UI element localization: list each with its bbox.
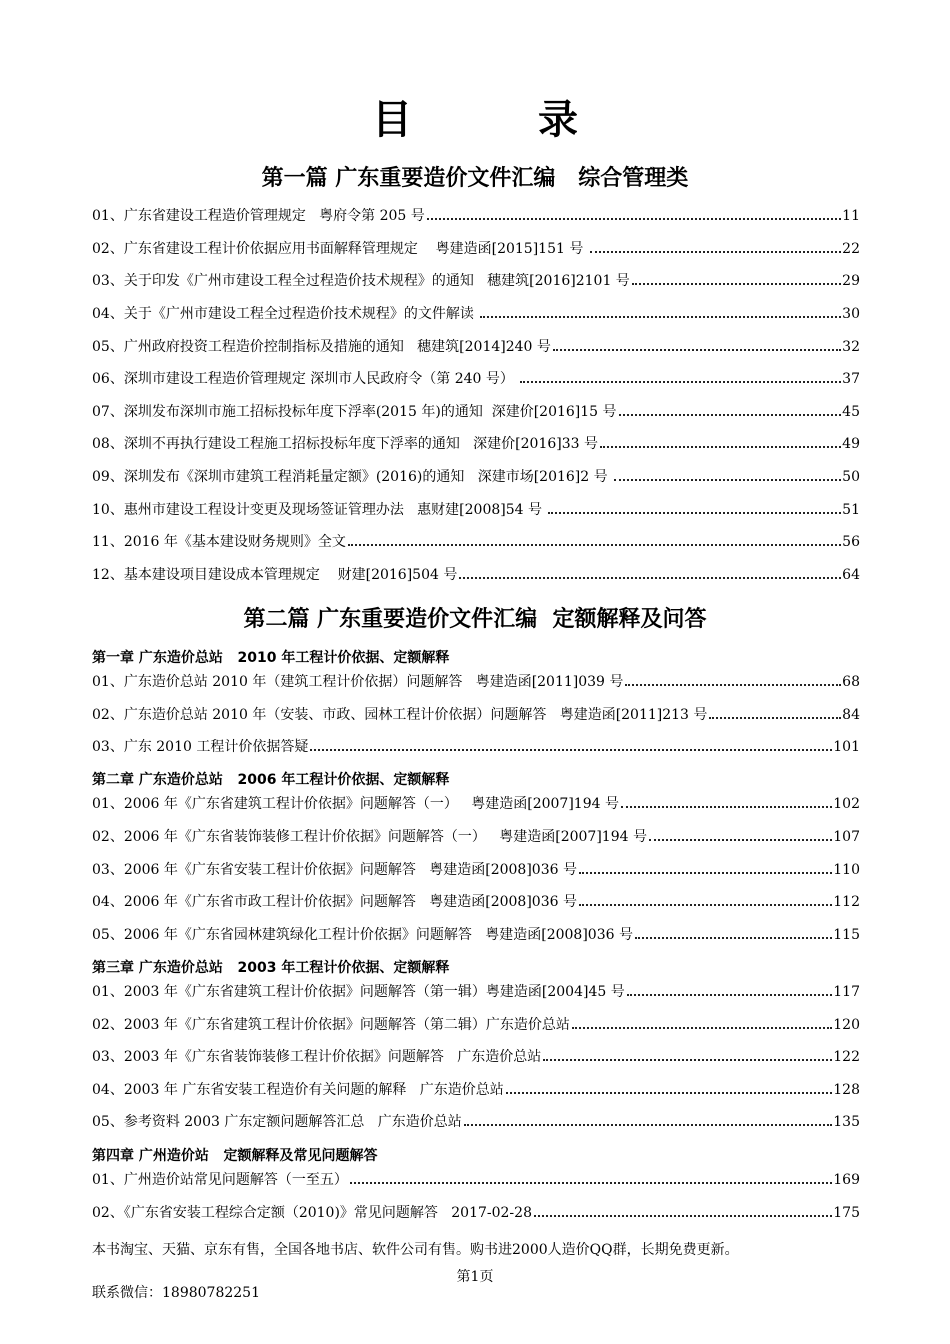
entry-page: 128 xyxy=(833,1082,860,1098)
page-number: 第1页 xyxy=(456,1269,494,1285)
chapter-4-heading: 第四章 广州造价站 定额解释及常见问题解答 xyxy=(92,1148,378,1164)
dot-leader xyxy=(614,479,841,481)
entry-title: 10、惠州市建设工程设计变更及现场签证管理办法 惠财建[2008]54 号 xyxy=(92,502,547,518)
entry-page: 22 xyxy=(842,241,860,257)
part-1-heading: 第一篇 广东重要造价文件汇编 综合管理类 xyxy=(261,166,689,191)
toc-entry[interactable] xyxy=(92,923,860,945)
toc-entry[interactable] xyxy=(92,1168,860,1190)
contact-wechat: 联系微信：18980782251 xyxy=(92,1285,260,1301)
entry-title: 01、广州造价站常见问题解答（一至五） xyxy=(92,1172,348,1188)
dot-leader xyxy=(464,1124,833,1126)
entry-title: 06、深圳市建设工程造价管理规定 深圳市人民政府令（第 240 号） xyxy=(92,371,519,387)
entry-page: 112 xyxy=(833,894,860,910)
chapter-1-heading: 第一章 广东造价总站 2010 年工程计价依据、定额解释 xyxy=(92,650,450,666)
entry-page: 115 xyxy=(833,927,860,943)
entry-page: 68 xyxy=(842,674,860,690)
dot-leader xyxy=(350,1182,832,1184)
entry-title: 02、广东省建设工程计价依据应用书面解释管理规定 粤建造函[2015]151 号 xyxy=(92,241,588,257)
entry-title: 12、基本建设项目建设成本管理规定 财建[2016]504 号 xyxy=(92,567,458,583)
dot-leader xyxy=(553,349,841,351)
entry-title: 02、2006 年《广东省装饰装修工程计价依据》问题解答（一） 粤建造函[2007]194 号 xyxy=(92,829,647,845)
toc-entry[interactable] xyxy=(92,432,860,454)
toc-entry[interactable] xyxy=(92,530,860,552)
entry-page: 169 xyxy=(833,1172,860,1188)
dot-leader xyxy=(600,446,841,448)
entry-title: 01、2006 年《广东省建筑工程计价依据》问题解答（一） 粤建造函[2007]194 号 xyxy=(92,796,619,812)
toc-entry[interactable] xyxy=(92,825,860,847)
chapter-2-heading: 第二章 广东造价总站 2006 年工程计价依据、定额解释 xyxy=(92,772,450,788)
entry-page: 101 xyxy=(833,739,860,755)
entry-page: 135 xyxy=(833,1114,860,1130)
toc-entry[interactable] xyxy=(92,792,860,814)
entry-title: 04、关于《广州市建设工程全过程造价技术规程》的文件解读 xyxy=(92,306,479,322)
page-title: 目 录 xyxy=(372,97,634,143)
part-2-heading: 第二篇 广东重要造价文件汇编 定额解释及问答 xyxy=(243,607,707,632)
toc-entry[interactable] xyxy=(92,367,860,389)
dot-leader xyxy=(548,512,841,514)
entry-title: 02、2003 年《广东省建筑工程计价依据》问题解答（第二辑）广东造价总站 xyxy=(92,1017,570,1033)
entry-title: 03、广东 2010 工程计价依据答疑 xyxy=(92,739,309,755)
toc-entry[interactable] xyxy=(92,980,860,1002)
entry-page: 64 xyxy=(842,567,860,583)
entry-page: 107 xyxy=(833,829,860,845)
entry-page: 50 xyxy=(842,469,860,485)
dot-leader xyxy=(649,839,832,841)
toc-entry[interactable] xyxy=(92,465,860,487)
toc-entry[interactable] xyxy=(92,302,860,324)
entry-title: 01、2003 年《广东省建筑工程计价依据》问题解答（第一辑）粤建造函[2004]45 号 xyxy=(92,984,625,1000)
entry-title: 04、2003 年 广东省安装工程造价有关问题的解释 广东造价总站 xyxy=(92,1082,504,1098)
entry-title: 09、深圳发布《深圳市建筑工程消耗量定额》(2016)的通知 深建市场[2016]2 号 xyxy=(92,469,613,485)
entry-page: 122 xyxy=(833,1049,860,1065)
entry-page: 29 xyxy=(842,273,860,289)
entry-title: 08、深圳不再执行建设工程施工招标投标年度下浮率的通知 深建价[2016]33 号 xyxy=(92,436,598,452)
dot-leader xyxy=(579,872,832,874)
entry-title: 01、广东省建设工程造价管理规定 粤府令第 205 号 xyxy=(92,208,425,224)
entry-page: 117 xyxy=(833,984,860,1000)
dot-leader xyxy=(621,806,832,808)
entry-title: 01、广东造价总站 2010 年（建筑工程计价依据）问题解答 粤建造函[2011]039 号 xyxy=(92,674,624,690)
entry-title: 11、2016 年《基本建设财务规则》全文 xyxy=(92,534,346,550)
dot-leader xyxy=(625,684,841,686)
toc-entry[interactable] xyxy=(92,1078,860,1100)
dot-leader xyxy=(459,577,841,579)
dot-leader xyxy=(635,937,832,939)
toc-entry[interactable] xyxy=(92,735,860,757)
dot-leader xyxy=(506,1092,833,1094)
dot-leader xyxy=(348,544,841,546)
dot-leader xyxy=(627,994,833,996)
entry-page: 37 xyxy=(842,371,860,387)
toc-entry[interactable] xyxy=(92,237,860,259)
toc-entry[interactable] xyxy=(92,204,860,226)
toc-entry[interactable] xyxy=(92,1045,860,1067)
entry-title: 03、2006 年《广东省安装工程计价依据》问题解答 粤建造函[2008]036 号 xyxy=(92,862,577,878)
toc-entry[interactable] xyxy=(92,498,860,520)
dot-leader xyxy=(572,1027,832,1029)
entry-page: 49 xyxy=(842,436,860,452)
dot-leader xyxy=(543,1059,832,1061)
entry-page: 51 xyxy=(842,502,860,518)
toc-entry[interactable] xyxy=(92,1201,860,1223)
entry-page: 30 xyxy=(842,306,860,322)
entry-page: 84 xyxy=(842,707,860,723)
entry-page: 56 xyxy=(842,534,860,550)
entry-page: 175 xyxy=(833,1205,860,1221)
entry-title: 05、参考资料 2003 广东定额问题解答汇总 广东造价总站 xyxy=(92,1114,462,1130)
toc-entry[interactable] xyxy=(92,670,860,692)
entry-title: 02、广东造价总站 2010 年（安装、市政、园林工程计价依据）问题解答 粤建造函[2011]213 号 xyxy=(92,707,708,723)
chapter-3-heading: 第三章 广东造价总站 2003 年工程计价依据、定额解释 xyxy=(92,960,450,976)
dot-leader xyxy=(590,251,841,253)
toc-entry[interactable] xyxy=(92,563,860,585)
dot-leader xyxy=(619,414,842,416)
dot-leader xyxy=(480,316,841,318)
entry-title: 02、《广东省安装工程综合定额（2010)》常见问题解答 2017-02-28 xyxy=(92,1205,532,1221)
entry-title: 07、深圳发布深圳市施工招标投标年度下浮率(2015 年)的通知 深建价[2016]15 号 xyxy=(92,404,617,420)
entry-page: 102 xyxy=(833,796,860,812)
toc-entry[interactable] xyxy=(92,400,860,422)
entry-page: 120 xyxy=(833,1017,860,1033)
toc-entry[interactable] xyxy=(92,703,860,725)
entry-page: 11 xyxy=(842,208,860,224)
dot-leader xyxy=(579,904,832,906)
toc-entry[interactable] xyxy=(92,335,860,357)
dot-leader xyxy=(534,1215,832,1217)
entry-title: 03、关于印发《广州市建设工程全过程造价技术规程》的通知 穗建筑[2016]2101 号 xyxy=(92,273,630,289)
toc-entry[interactable] xyxy=(92,1110,860,1132)
toc-entry[interactable] xyxy=(92,890,860,912)
toc-entry[interactable] xyxy=(92,1013,860,1035)
entry-page: 45 xyxy=(842,404,860,420)
entry-title: 05、广州政府投资工程造价控制指标及措施的通知 穗建筑[2014]240 号 xyxy=(92,339,551,355)
dot-leader xyxy=(632,283,841,285)
dot-leader xyxy=(310,749,832,751)
dot-leader xyxy=(520,381,841,383)
entry-page: 110 xyxy=(833,862,860,878)
dot-leader xyxy=(427,218,841,220)
toc-entry[interactable] xyxy=(92,269,860,291)
toc-entry[interactable] xyxy=(92,858,860,880)
footer-notice: 本书淘宝、天猫、京东有售，全国各地书店、软件公司有售。购书进2000人造价QQ群，长期免费更新。 xyxy=(92,1242,739,1258)
entry-title: 03、2003 年《广东省装饰装修工程计价依据》问题解答 广东造价总站 xyxy=(92,1049,542,1065)
dot-leader xyxy=(709,717,841,719)
entry-title: 04、2006 年《广东省市政工程计价依据》问题解答 粤建造函[2008]036 号 xyxy=(92,894,577,910)
entry-title: 05、2006 年《广东省园林建筑绿化工程计价依据》问题解答 粤建造函[2008]036 号 xyxy=(92,927,633,943)
entry-page: 32 xyxy=(842,339,860,355)
